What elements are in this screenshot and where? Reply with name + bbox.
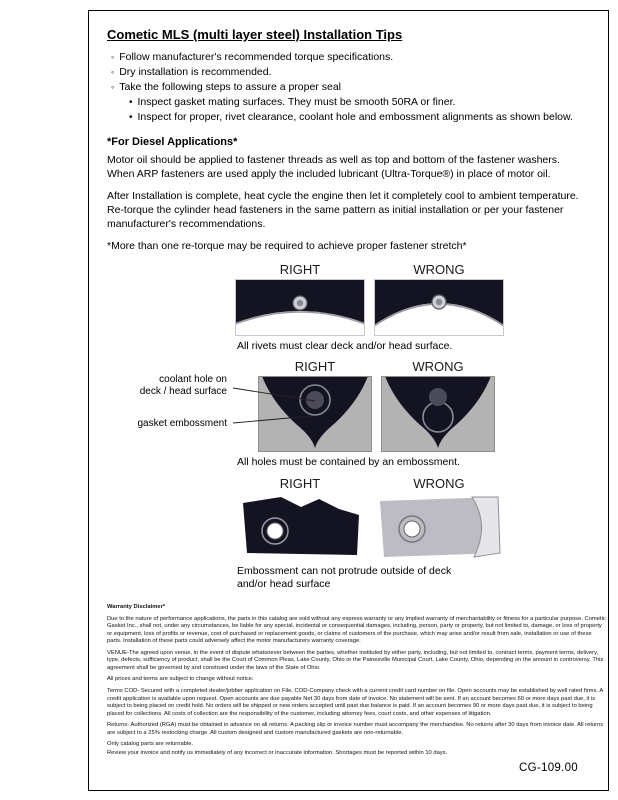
figure-row-embossment bbox=[235, 477, 590, 561]
coolant-hole-icon bbox=[306, 391, 324, 409]
coolant-hole-right-figure bbox=[258, 376, 372, 452]
figure-wrong-column bbox=[381, 360, 495, 452]
legal-paragraph: VENUE-The agreed upon venue, in the event of dispute whatsoever between the parties, whether instituted by either party, including, but not limited to, contract terms, payment terms, delivery, type, defects, sufficiency of product, shall be the Court of Common Pleas, Lake County, Ohio or the Painesville Municipal Court, Lake County, Ohio, depending on the amount in controversy. This agreement shall be governed by and construed under the laws of the State of Ohio. bbox=[107, 649, 604, 671]
coolant-hole-icon bbox=[429, 388, 447, 406]
figure-right-column bbox=[235, 477, 365, 561]
coolant-hole-wrong-figure bbox=[381, 376, 495, 452]
rivet-wrong-figure bbox=[374, 279, 504, 336]
legal-paragraph: Returns- Authorized (RGA) must be obtained in advance on all returns. A packing slip or invoice number must accompany the merchandise. No returns after 30 days from invoice date. All returns are subject to a 25% restocking charge. All custom designed and custom manufactured gaskets are non-returnable. bbox=[107, 722, 604, 736]
rivet-right-figure bbox=[235, 279, 365, 336]
circle-bullet-icon: ◦ bbox=[111, 52, 115, 62]
hole-icon bbox=[404, 521, 420, 537]
embossment-caption: Embossment can not protrude outside of deck and/or head surface bbox=[237, 565, 452, 590]
circle-bullet-icon: ◦ bbox=[111, 82, 115, 92]
legal-footnote: Only catalog parts are returnable. bbox=[107, 741, 194, 748]
callout-line: coolant hole on bbox=[159, 374, 227, 386]
list-item bbox=[111, 81, 590, 94]
catalog-code: CG-109.00 bbox=[519, 762, 578, 774]
retorque-note: *More than one re-torque may be required to achieve proper fastener stretch* bbox=[107, 240, 467, 253]
tip-text: Take the following steps to assure a proper seal bbox=[119, 81, 341, 93]
warranty-heading: Warranty Disclaimer* bbox=[107, 604, 166, 611]
page-title: Cometic MLS (multi layer steel) Installation Tips bbox=[107, 27, 403, 42]
list-subitem bbox=[129, 96, 590, 109]
right-label: RIGHT bbox=[279, 261, 321, 277]
figure-right-column bbox=[258, 360, 372, 452]
figure-row-holes bbox=[105, 360, 590, 452]
document-page bbox=[88, 10, 609, 791]
wrong-label: WRONG bbox=[413, 476, 465, 492]
disc-bullet-icon: • bbox=[129, 97, 133, 108]
holes-caption: All holes must be contained by an embossment. bbox=[237, 456, 460, 469]
figures-section bbox=[105, 263, 590, 590]
tip-text: Inspect gasket mating surfaces. They must be smooth 50RA or finer. bbox=[137, 96, 456, 108]
embossment-right-figure bbox=[235, 493, 365, 561]
wrong-label: WRONG bbox=[412, 359, 464, 375]
tip-text: Follow manufacturer's recommended torque specifications. bbox=[119, 51, 394, 63]
wrong-label: WRONG bbox=[413, 261, 465, 277]
coolant-hole-callout bbox=[131, 374, 227, 397]
figure-row-rivets bbox=[235, 263, 590, 336]
list-item bbox=[111, 66, 590, 79]
tip-text: Dry installation is recommended. bbox=[119, 66, 272, 78]
diesel-paragraph-1: Motor oil should be applied to fastener threads as well as top and bottom of the fastener washers. When ARP fasteners are used apply the included lubricant (Ultra-Torque®) in place of motor oil. bbox=[107, 154, 560, 180]
legal-paragraph: Terms COD- Secured with a completed dealer/jobber application on File, COD-Company check with a current credit card number on file. Open accounts may be established by well rated firms. A credit application is available upon request. Open accounts are due payable Net 30 days from date of invoice. No statement will be sent. If an account becomes 60 or more days past due, it is subject to being placed on credit hold. No orders will be shipped or new orders accepted until past due balance is paid. If an account becomes 90 or more days past due, it is subject to being placed for collections. All costs of collection are the responsibility of the customer, including attorney fees, court costs, and other expenses of litigation. bbox=[107, 688, 603, 717]
diesel-heading: *For Diesel Applications* bbox=[107, 136, 238, 148]
figure-right-column bbox=[235, 263, 365, 336]
right-label: RIGHT bbox=[279, 476, 321, 492]
hole-icon bbox=[267, 523, 283, 539]
rivet-caption: All rivets must clear deck and/or head surface. bbox=[237, 339, 453, 352]
tips-list bbox=[111, 51, 590, 124]
legal-paragraph: Due to the nature of performance applications, the parts in this catalog are sold without any express warranty or any implied warranty of merchantability or fitness for a particular purpose. Cometic Gasket Inc., shall not, under any circumstances, be liable for any special, incidental or consequential damages, including, person, party or property, but not limited to, damage, or loss of property or equipment, loss of profits or revenue, cost of purchased or replacement goods, or claims of customers of the purchase, which may arise and/or result from sale, installation or use of these parts. Installation of these parts could adversely affect the motor manufacturers warranty coverage. bbox=[107, 615, 606, 645]
right-label: RIGHT bbox=[294, 359, 336, 375]
gasket-embossment-callout: gasket embossment bbox=[137, 418, 227, 430]
callout-line: deck / head surface bbox=[139, 385, 227, 397]
legal-section bbox=[107, 604, 607, 757]
diesel-paragraph-2: After Installation is complete, heat cycle the engine then let it completely cool to ambient temperature. Re-torque the cylinder head fasteners in the same pattern as initial installation or per your fastener manufacturer's recommendations. bbox=[107, 190, 579, 230]
embossment-wrong-figure bbox=[374, 493, 504, 561]
legal-paragraph: All prices and terms are subject to change without notice. bbox=[107, 676, 254, 683]
figure-wrong-column bbox=[374, 477, 504, 561]
list-item bbox=[111, 51, 590, 64]
figure-wrong-column bbox=[374, 263, 504, 336]
tip-text: Inspect for proper, rivet clearance, coolant hole and embossment alignments as shown below. bbox=[137, 111, 573, 123]
legal-footnote: Review your invoice and notify us immediately of any incorrect or inaccurate information. Shortages must be reported within 10 days. bbox=[107, 749, 448, 756]
disc-bullet-icon: • bbox=[129, 112, 133, 123]
list-subitem bbox=[129, 111, 590, 124]
circle-bullet-icon: ◦ bbox=[111, 67, 115, 77]
